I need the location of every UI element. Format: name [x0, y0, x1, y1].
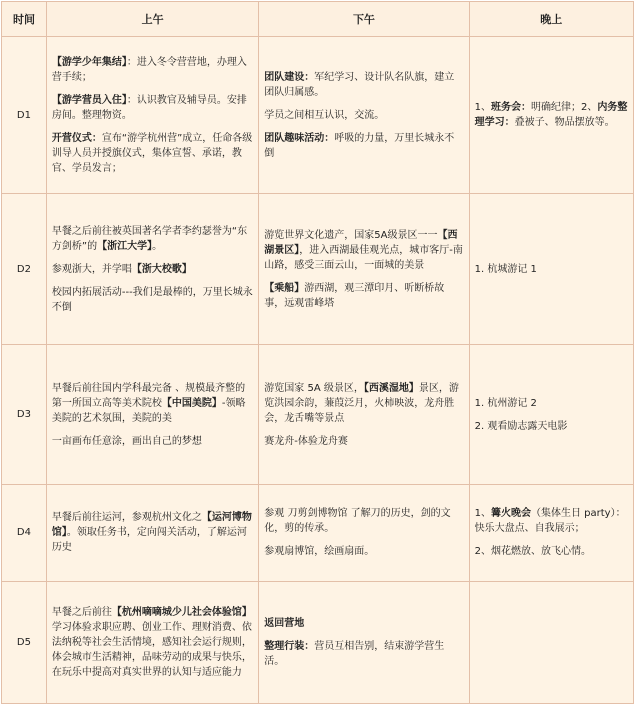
- cell-paragraph: [52, 55, 253, 85]
- evening-cell: [469, 485, 633, 581]
- body-text: （集体生日 party）：快乐大盘点、自我展示；: [474, 508, 626, 535]
- header-afternoon: 下午: [259, 2, 469, 37]
- afternoon-cell: [259, 194, 469, 344]
- body-text: 学习体验求职应聘、创业工作、理财消费、依法纳税等社会生活情境，感知社会运行规则，体会城市生活精神，品味劳动的成果与快乐，在玩乐中提高对真实世界的认知与适应能力: [51, 621, 252, 678]
- cell-paragraph: [52, 262, 253, 277]
- table-row: [2, 485, 634, 581]
- cell-paragraph: [264, 228, 463, 273]
- body-text: ：认识教官及辅导员。安排房间。整理物资。: [51, 94, 247, 121]
- cell-paragraph: [264, 381, 463, 426]
- day-cell: D1: [2, 37, 47, 194]
- cell-paragraph: [52, 434, 253, 449]
- table-row: [2, 344, 634, 484]
- cell-paragraph: [475, 506, 628, 536]
- header-evening: 晚上: [469, 2, 633, 37]
- cell-paragraph: [475, 262, 628, 277]
- body-text: 。: [152, 240, 163, 252]
- morning-cell: [46, 37, 258, 194]
- evening-cell: [469, 37, 633, 194]
- cell-paragraph: [264, 506, 463, 536]
- highlight-text: 【中国美院】: [161, 397, 222, 409]
- body-text: 军纪学习、设计队名队旗，建立团队归属感。: [264, 71, 455, 98]
- highlight-text: 篝火晚会: [490, 508, 531, 520]
- body-text: 宣布“游学杭州营”成立，任命各级训导人员并授旗仪式，集体宣誓、承诺，教官、学员发言；: [51, 132, 253, 174]
- body-text: 景区，游览洪园余韵，蒹葭泛月，火柿映波，龙舟胜会，龙舌嘴等景点: [264, 382, 459, 424]
- evening-cell: [469, 581, 633, 703]
- body-text: 1、: [474, 102, 491, 114]
- evening-cell: [469, 194, 633, 344]
- cell-paragraph: [52, 224, 253, 254]
- cell-paragraph: [52, 510, 253, 555]
- morning-cell: [46, 344, 258, 484]
- body-text: 早餐之后前往被英国著名学者李约瑟誉为“东方剑桥”的: [51, 225, 248, 252]
- highlight-text: 整理行装：: [264, 640, 315, 652]
- highlight-text: 【浙大校歌】: [131, 263, 192, 275]
- highlight-text: 【游学营员入住】: [51, 94, 127, 106]
- body-text: 呼吸的力量，万里长城永不倒: [264, 132, 455, 159]
- cell-paragraph: [52, 605, 253, 680]
- morning-cell: [46, 194, 258, 344]
- highlight-text: 【运河博物馆】: [51, 512, 252, 539]
- highlight-text: 【浙江大学】: [97, 240, 153, 252]
- body-text: 参观浙大，并学唱: [51, 263, 132, 275]
- highlight-text: 【乘船】: [264, 282, 305, 294]
- body-text: 学员之间相互认识，交流。: [264, 109, 385, 121]
- day-cell: D2: [2, 194, 47, 344]
- header-row: [2, 2, 634, 37]
- body-text: 1. 杭州游记 2: [474, 397, 537, 409]
- afternoon-cell: [259, 344, 469, 484]
- highlight-text: 【游学少年集结】: [51, 56, 127, 68]
- body-text: 参观 刀剪剑博物馆 了解刀的历史，剑的文化，剪的传承。: [264, 508, 451, 535]
- body-text: ：进入冬令营营地，办理入营手续；: [51, 56, 247, 83]
- body-text: 早餐后前往国内学科最完备 、规模最齐整的第一所国立高等美术院校: [51, 382, 246, 409]
- cell-paragraph: [264, 544, 463, 559]
- morning-cell: [46, 581, 258, 703]
- cell-paragraph: [264, 639, 463, 669]
- highlight-text: 【西湖景区】: [264, 229, 458, 256]
- body-text: 游西湖，观三潭印月、听断桥故事，远观雷峰塔: [264, 282, 445, 309]
- cell-paragraph: [475, 396, 628, 411]
- table-row: [2, 37, 634, 194]
- body-text: -领略美院的艺术氛围，美院的美: [51, 397, 246, 424]
- highlight-text: 开营仪式：: [51, 132, 102, 144]
- highlight-text: 返回营地: [264, 617, 305, 629]
- cell-paragraph: [475, 419, 628, 434]
- highlight-text: 【西溪湿地】: [363, 382, 419, 394]
- cell-paragraph: [264, 70, 463, 100]
- cell-paragraph: [52, 131, 253, 176]
- highlight-text: 团队趣味活动：: [264, 132, 335, 144]
- header-morning: 上午: [46, 2, 258, 37]
- highlight-text: 班务会：: [490, 102, 531, 114]
- afternoon-cell: [259, 37, 469, 194]
- afternoon-cell: [259, 485, 469, 581]
- body-text: 赛龙舟-体验龙舟赛: [264, 435, 348, 447]
- cell-paragraph: [52, 285, 253, 315]
- cell-paragraph: [475, 544, 628, 559]
- body-text: 早餐后前往运河，参观杭州文化之: [51, 512, 202, 524]
- day-cell: D4: [2, 485, 47, 581]
- day-cell: D5: [2, 581, 47, 703]
- schedule-table: [1, 1, 634, 704]
- body-text: 2. 观看励志露天电影: [474, 420, 568, 432]
- cell-paragraph: [264, 281, 463, 311]
- body-text: 一亩画布任意涂，画出自己的梦想: [51, 435, 202, 447]
- body-text: 1. 杭城游记 1: [474, 263, 537, 275]
- highlight-text: 【杭州嘀嘀城少儿社会体验馆】: [111, 606, 252, 618]
- body-text: ，进入西湖最佳观光点，城市客厅-南山路，感受三面云山，一面城的美景: [264, 244, 463, 271]
- cell-paragraph: [264, 616, 463, 631]
- body-text: 明确纪律；2、: [530, 102, 598, 114]
- cell-paragraph: [52, 93, 253, 123]
- cell-paragraph: [264, 434, 463, 449]
- body-text: 校园内拓展活动---我们是最棒的，万里长城永不倒: [51, 286, 253, 313]
- body-text: 游览世界文化遗产，国家5A级景区一一: [264, 229, 438, 241]
- cell-paragraph: [264, 131, 463, 161]
- header-time: 时间: [2, 2, 47, 37]
- day-cell: D3: [2, 344, 47, 484]
- cell-paragraph: [475, 100, 628, 130]
- highlight-text: 团队建设：: [264, 71, 315, 83]
- body-text: 营员互相告别，结束游学营生活。: [264, 640, 445, 667]
- table-row: [2, 581, 634, 703]
- cell-paragraph: [52, 381, 253, 426]
- table-row: [2, 194, 634, 344]
- body-text: 游览国家 5A 级景区，: [264, 382, 364, 394]
- body-text: 。领取任务书，定向闯关活动，了解运河历史: [51, 527, 247, 554]
- body-text: 早餐之后前往: [51, 606, 112, 618]
- cell-paragraph: [264, 108, 463, 123]
- body-text: 2、烟花燃放、放飞心情。: [474, 546, 591, 558]
- body-text: 1、: [474, 508, 491, 520]
- highlight-text: 内务整理学习：: [474, 102, 628, 129]
- body-text: 参观扇博馆，绘画扇面。: [264, 546, 375, 558]
- morning-cell: [46, 485, 258, 581]
- evening-cell: [469, 344, 633, 484]
- body-text: 叠被子、物品摆放等。: [514, 117, 615, 129]
- afternoon-cell: [259, 581, 469, 703]
